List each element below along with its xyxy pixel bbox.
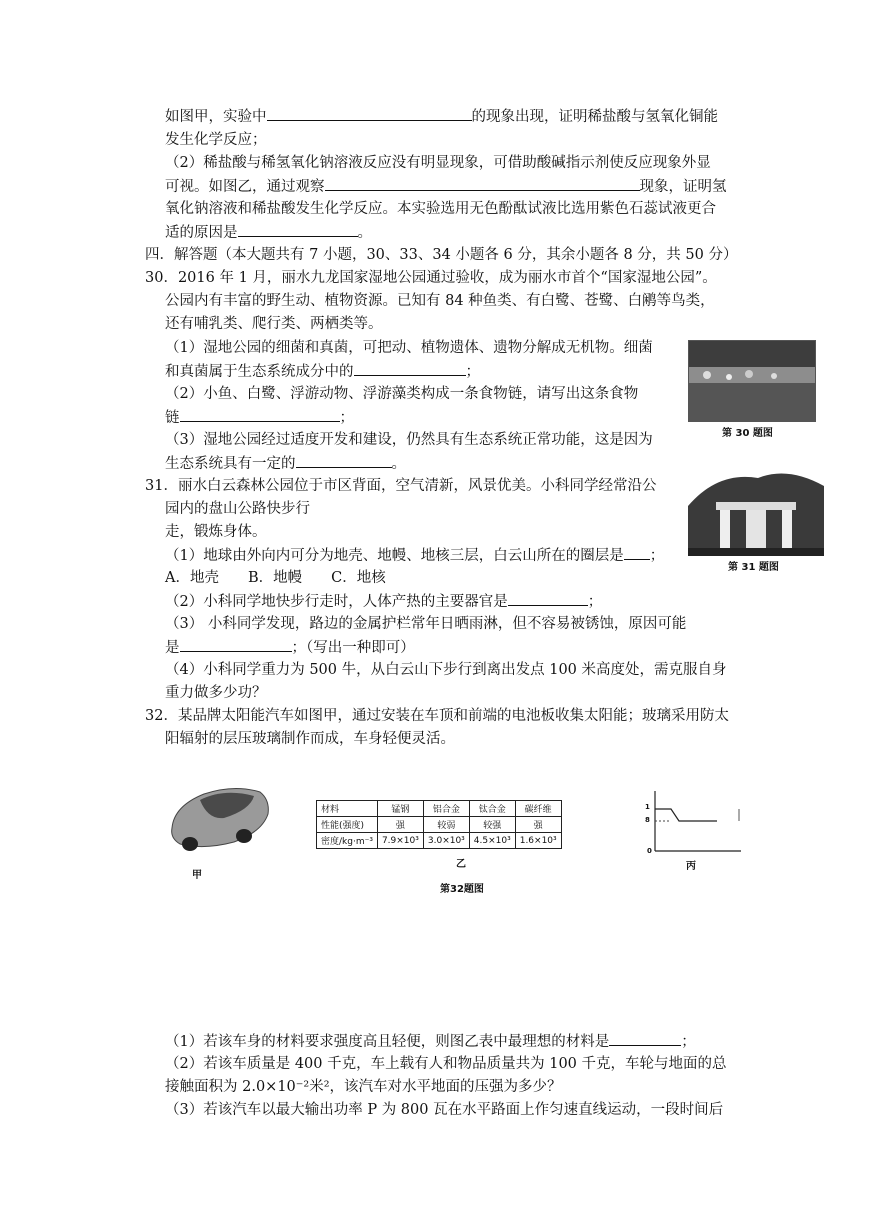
- text-line: （4）小科同学重力为 500 牛，从白云山下步行到离出发点 100 米高度处，需克服自身: [165, 662, 727, 678]
- text-line: [165, 637, 415, 658]
- text: 链: [165, 410, 180, 426]
- text: 。: [391, 456, 406, 472]
- table-row: [317, 833, 562, 849]
- section-heading: 四．解答题（本大题共有 7 小题，30、33、34 小题各 6 分，其余小题各 8 分，共 50 分）: [145, 247, 738, 263]
- table-row: [317, 817, 562, 833]
- text-line: [165, 545, 664, 566]
- text: ；: [339, 410, 354, 426]
- wetland-photo-graphic: [689, 341, 815, 421]
- speed-time-graph-svg: [645, 785, 745, 865]
- text-line: 园内的盘山公路快步行: [165, 501, 310, 517]
- text-line: （3）若该汽车以最大输出功率 P 为 800 瓦在水平路面上作匀速直线运动，一段时间后: [165, 1102, 724, 1118]
- solar-car-graphic: [164, 770, 272, 858]
- table-cell: 碳纤维: [515, 801, 561, 817]
- text: 适的原因是: [165, 225, 238, 241]
- text-line: [165, 361, 480, 382]
- figure-label-jia: 甲: [192, 870, 202, 881]
- answer-blank[interactable]: [508, 591, 588, 606]
- park-gate-graphic: [688, 466, 824, 556]
- text-line: 重力做多少功？: [165, 685, 267, 701]
- figure-caption: 第32题图: [440, 884, 484, 895]
- text: （2）小科同学地快步行走时，人体产热的主要器官是: [165, 594, 508, 610]
- text-line: （2）若该车质量是 400 千克，车上载有人和物品质量共为 100 千克，车轮与地面的总: [165, 1056, 727, 1072]
- text: ；: [465, 364, 480, 380]
- text-line: （3）湿地公园经过适度开发和建设，仍然具有生态系统正常功能，这是因为: [165, 432, 653, 448]
- text: ；: [649, 548, 665, 564]
- question-30: 30．2016 年 1 月，丽水九龙国家湿地公园通过验收，成为丽水市首个“国家湿地公园”。: [145, 270, 717, 286]
- text: （1）地球由外向内可分为地壳、地幔、地核三层，白云山所在的圈层是: [165, 548, 624, 564]
- text-line: 还有哺乳类、爬行类、两栖类等。: [165, 316, 383, 332]
- table-cell: 强: [377, 817, 423, 833]
- wetland-photo: [688, 340, 816, 422]
- table-cell: 3.0×10³: [423, 833, 469, 849]
- answer-blank[interactable]: [354, 361, 466, 376]
- park-gate-photo: [688, 466, 824, 556]
- text-line: [165, 407, 354, 428]
- text: 现象，证明氢: [639, 179, 727, 195]
- answer-blank[interactable]: [180, 407, 340, 422]
- text-line: （2）小鱼、白鹭、浮游动物、浮游藻类构成一条食物链，请写出这条食物: [165, 386, 639, 402]
- text-line: [165, 453, 406, 474]
- table-cell: 1.6×10³: [515, 833, 561, 849]
- text-line: 走，锻炼身体。: [165, 524, 267, 540]
- table-cell: 强: [515, 817, 561, 833]
- graph-origin: 0: [647, 847, 652, 855]
- table-cell: 铝合金: [423, 801, 469, 817]
- text-line: 公园内有丰富的野生动、植物资源。已知有 84 种鱼类、有白鹭、苍鹭、白鹇等鸟类，: [165, 293, 715, 309]
- text-line: 接触面积为 2.0×10⁻²米²，该汽车对水平地面的压强为多少？: [165, 1079, 562, 1095]
- text-line: （1）湿地公园的细菌和真菌，可把动、植物遗体、遗物分解成无机物。细菌: [165, 340, 653, 356]
- text: （1）若该车身的材料要求强度高且轻便，则图乙表中最理想的材料是: [165, 1034, 610, 1050]
- answer-blank[interactable]: [296, 453, 392, 468]
- answer-blank[interactable]: [325, 176, 640, 191]
- text: 生态系统具有一定的: [165, 456, 296, 472]
- figure-caption: 第 31 题图: [728, 562, 779, 573]
- question-32: 32．某品牌太阳能汽车如图甲，通过安装在车顶和前端的电池板收集太阳能；玻璃采用防太: [145, 708, 729, 724]
- text: 可视。如图乙，通过观察: [165, 179, 325, 195]
- answer-blank[interactable]: [624, 545, 650, 560]
- text-line: [165, 176, 727, 197]
- text: ；: [587, 594, 603, 610]
- text-line: 阳辐射的层压玻璃制作而成，车身轻便灵活。: [165, 731, 455, 747]
- answer-blank[interactable]: [180, 637, 292, 652]
- speed-time-graph: [645, 785, 745, 865]
- figure-label-yi: 乙: [456, 859, 466, 870]
- text: 。: [357, 225, 372, 241]
- table-cell: 性能(强度): [317, 817, 378, 833]
- table-cell: 较弱: [423, 817, 469, 833]
- text: 如图甲，实验中: [165, 109, 267, 125]
- table-cell: 锰钢: [377, 801, 423, 817]
- answer-blank[interactable]: [609, 1031, 681, 1046]
- table-cell: 4.5×10³: [469, 833, 515, 849]
- text-line: （2）稀盐酸与稀氢氧化钠溶液反应没有明显现象，可借助酸碱指示剂使反应现象外显: [165, 155, 711, 171]
- text-line: [165, 106, 718, 127]
- table-cell: 钛合金: [469, 801, 515, 817]
- solar-car-image: [164, 770, 272, 858]
- text: ；: [681, 1034, 696, 1050]
- text: 的现象出现，证明稀盐酸与氢氧化铜能: [471, 109, 718, 125]
- graph-tick: 1: [645, 803, 650, 811]
- text-line: [165, 1031, 696, 1052]
- text: 和真菌属于生态系统成分中的: [165, 364, 354, 380]
- figure-caption: 第 30 题图: [722, 428, 773, 439]
- table-cell: 材料: [317, 801, 378, 817]
- answer-blank[interactable]: [238, 222, 358, 237]
- text-line: [165, 591, 602, 612]
- table-cell: 较强: [469, 817, 515, 833]
- figure-label-bing: 丙: [686, 861, 696, 872]
- question-31: 31．丽水白云森林公园位于市区背面，空气清新，风景优美。小科同学经常沿公: [145, 478, 657, 494]
- text-line: 氧化钠溶液和稀盐酸发生化学反应。本实验选用无色酚酞试液比选用紫色石蕊试液更合: [165, 201, 716, 217]
- text-line: （3） 小科同学发现，路边的金属护栏常年日晒雨淋，但不容易被锈蚀，原因可能: [165, 616, 687, 632]
- text-line: 发生化学反应；: [165, 132, 267, 148]
- materials-table: [316, 800, 562, 849]
- text: ；（写出一种即可）: [291, 640, 415, 656]
- text-line: [165, 222, 372, 243]
- graph-tick: 8: [645, 816, 650, 824]
- table-cell: 7.9×10³: [377, 833, 423, 849]
- table-row: [317, 801, 562, 817]
- text: 是: [165, 640, 180, 656]
- answer-blank[interactable]: [267, 106, 472, 121]
- table-cell: 密度/kg·m⁻³: [317, 833, 378, 849]
- answer-options: A．地壳 B．地幔 C．地核: [165, 570, 386, 586]
